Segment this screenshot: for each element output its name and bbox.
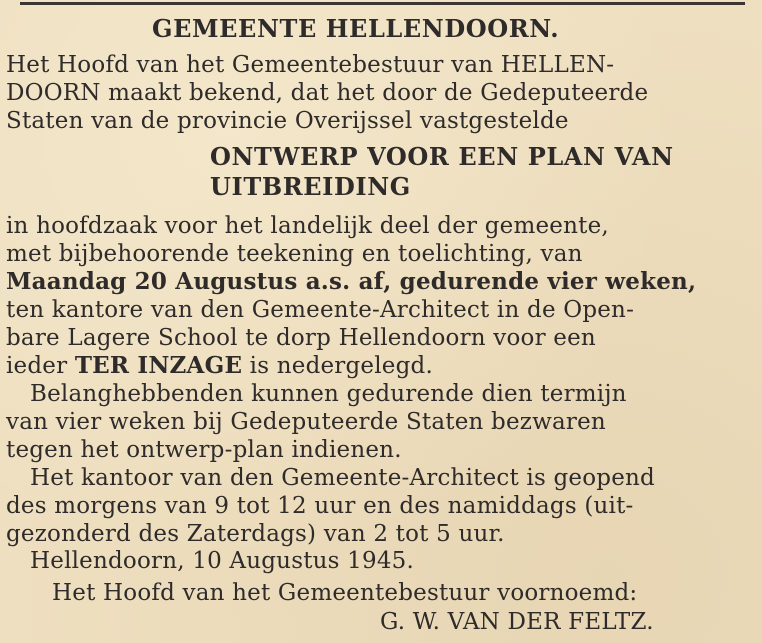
signatory: G. W. VAN DER FELTZ. (380, 609, 654, 635)
office-hours-line-3: gezonderd des Zaterdags) van 2 tot 5 uur. (6, 521, 505, 547)
objections-line-2: van vier weken bij Gedeputeerde Staten bezwaren (6, 409, 606, 435)
objections-line-1: Belanghebbenden kunnen gedurende dien termijn (30, 381, 627, 407)
body-line-6 (6, 353, 433, 379)
intro-line-2: DOORN maakt bekend, dat het door de Gedeputeerde (6, 80, 649, 106)
top-divider (20, 2, 745, 5)
plan-title-line-1: ONTWERP VOOR EEN PLAN VAN (210, 142, 674, 171)
body-line-6-pre: ieder (6, 353, 75, 379)
objections-line-3: tegen het ontwerp-plan indienen. (6, 437, 402, 463)
body-line-1: in hoofdzaak voor het landelijk deel der gemeente, (6, 213, 609, 239)
ter-inzage: TER INZAGE (74, 352, 243, 379)
intro-line-3: Staten van de provincie Overijssel vastgestelde (6, 108, 569, 134)
plan-title-line-2: UITBREIDING (210, 172, 411, 201)
body-line-6-post: is nedergelegd. (242, 353, 433, 379)
notice-title: GEMEENTE HELLENDOORN. (152, 14, 560, 43)
body-line-2: met bijbehoorende teekening en toelichting, van (6, 241, 583, 267)
signoff: Het Hoofd van het Gemeentebestuur voornoemd: (52, 580, 638, 606)
office-hours-line-2: des morgens van 9 tot 12 uur en des namiddags (uit- (6, 493, 634, 519)
body-line-3-dates: Maandag 20 Augustus a.s. af, gedurende vier weken, (6, 268, 697, 295)
place-date: Hellendoorn, 10 Augustus 1945. (30, 548, 415, 574)
intro-line-1: Het Hoofd van het Gemeentebestuur van HELLEN- (6, 52, 615, 78)
office-hours-line-1: Het kantoor van den Gemeente-Architect is geopend (30, 465, 655, 491)
body-line-4: ten kantore van den Gemeente-Architect in de Open- (6, 297, 635, 323)
body-line-5: bare Lagere School te dorp Hellendoorn voor een (6, 325, 596, 351)
